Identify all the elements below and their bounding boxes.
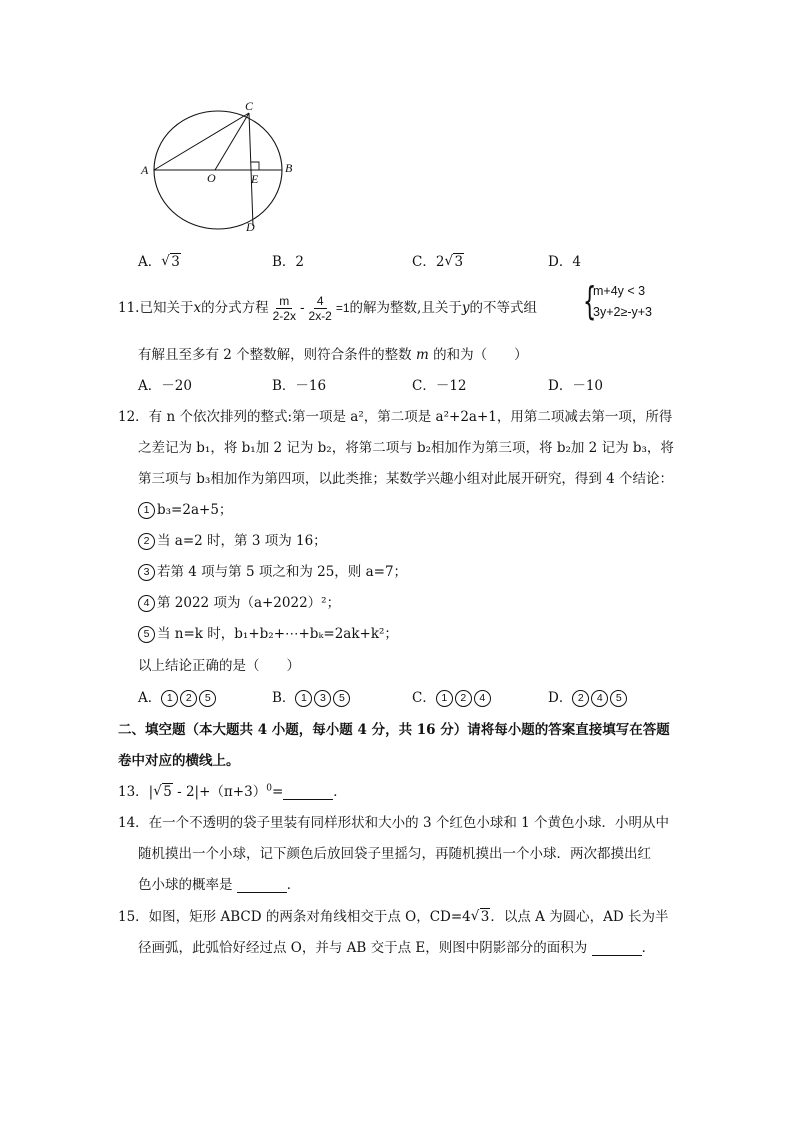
label-o: O — [207, 171, 216, 185]
circled-number: 1 — [138, 502, 155, 519]
q11-system-row-1: m+4y < 3 — [593, 284, 646, 298]
q14-line1: 14．在一个不透明的袋子里装有同样形状和大小的 3 个红色小球和 1 个黄色小球．小明从中 — [118, 815, 670, 831]
answer-blank — [237, 880, 287, 893]
right-angle-mark — [251, 162, 259, 170]
q11-fraction-2: $\frac{4}{2x-2}$ — [308, 294, 332, 323]
q15-line2: 径画弧，此弧恰好经过点 O，并与 AB 交于点 E，则图中阴影部分的面积为 ． — [138, 940, 656, 956]
q15-line1: 15．如图，矩形 ABCD 的两条对角线相交于点 O，CD=4√ 3．以点 A 为圆心，AD 长为半 — [118, 905, 669, 925]
circled-number: 5 — [138, 626, 155, 643]
circled-number: 3 — [138, 564, 155, 581]
q11-option-c: C．－12 — [412, 378, 467, 394]
circled-number: 4 — [138, 595, 155, 612]
q12-line3: 第三项与 b₃相加作为第四项，以此类推；某数学兴趣小组对此展开研究，得到 4 个结论： — [138, 471, 674, 487]
q12-conclusion-5: 5 当 n=k 时，b₁+b₂+⋯+bₖ=2ak+k²； — [138, 622, 398, 643]
q12-line2: 之差记为 b₁，将 b₁加 2 记为 b₂，将第二项与 b₂相加作为第三项，将 b₂加 2 记为 b₃，将 — [138, 440, 674, 456]
q11-fraction-1: $\frac{m}{2-2x}$ — [272, 294, 296, 323]
radius-oc — [215, 113, 249, 170]
section2-heading-line2: 卷中对应的横线上。 — [118, 753, 240, 769]
q10-option-b: B．2 — [272, 254, 305, 270]
chord-ac — [154, 113, 249, 170]
label-a: A — [141, 163, 149, 177]
q10-option-c: C．2√ 3 — [412, 250, 464, 270]
q11-line1: 11.已知关于x的分式方程 $\frac{m}{2-2x}$ - $\frac{4}{2x-2}$ =1的解为整数,且关于y的不等式组 — [118, 294, 537, 323]
q10-option-a: A．√ 3 — [138, 250, 181, 270]
q13-line: 13．|√ $5 - 2|+(\pi+3)^0=$ ． — [118, 780, 347, 800]
label-c: C — [245, 100, 254, 113]
q12-option-c: C． 1 2 4 — [412, 686, 493, 707]
q12-option-a: A． 1 2 5 — [138, 686, 218, 707]
q14-line3: 色小球的概率是 ． — [138, 877, 301, 893]
answer-blank — [283, 787, 333, 800]
q11-option-d: D．－10 — [548, 378, 604, 394]
q12-conclusion-4: 4 第 2022 项为（a+2022）²； — [138, 591, 340, 612]
q12-option-b: B． 1 3 5 — [272, 686, 352, 707]
q11-line2: 有解且至多有 2 个整数解，则符合条件的整数 m 的和为（ ） — [138, 347, 528, 363]
q12-conclusion-3: 3 若第 4 项与第 5 项之和为 25，则 a=7； — [138, 560, 407, 581]
label-b: B — [285, 161, 293, 175]
circle-figure — [135, 100, 305, 235]
section2-heading-line1: 二、填空题（本大题共 4 小题，每小题 4 分，共 16 分）请将每小题的答案直接填写在答题 — [118, 722, 670, 738]
q10-option-d: D．4 — [548, 254, 581, 270]
brace-icon: { — [583, 279, 597, 323]
q11-option-b: B．－16 — [272, 378, 327, 394]
q12-question: 以上结论正确的是（ ） — [138, 658, 300, 674]
answer-blank — [592, 943, 642, 956]
q11-system-row-2: 3y+2≥-y+3 — [593, 305, 652, 319]
q12-option-d: D． 2 4 5 — [548, 686, 629, 707]
q12-conclusion-1: 1 b₃=2a+5； — [138, 498, 232, 519]
q11-option-a: A．－20 — [138, 378, 192, 394]
label-d: D — [246, 220, 255, 234]
q14-line2: 随机摸出一个小球，记下颜色后放回袋子里摇匀，再随机摸出一个小球．两次都摸出红 — [138, 846, 651, 862]
q12-line1: 12．有 n 个依次排列的整式:第一项是 a²，第二项是 a²+2a+1，用第二项减去第一项，所得 — [118, 409, 673, 425]
q12-conclusion-2: 2 当 a=2 时，第 3 项为 16； — [138, 529, 327, 550]
label-e: E — [251, 172, 259, 186]
circled-number: 2 — [138, 533, 155, 550]
